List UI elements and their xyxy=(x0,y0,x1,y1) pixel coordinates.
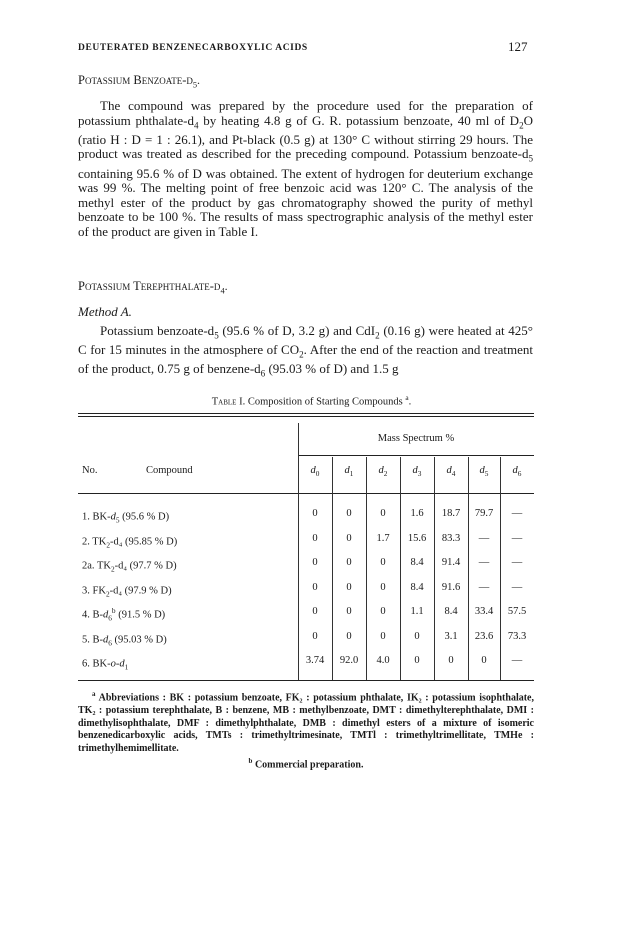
column-rule xyxy=(366,457,367,680)
subscript: 4 xyxy=(193,120,199,131)
table-cell: 0 xyxy=(481,655,487,666)
table-cell: 1.1 xyxy=(410,606,424,617)
col-header-base: d xyxy=(378,465,384,476)
table-cell: 0 xyxy=(380,508,386,519)
table-cell: — xyxy=(511,557,523,568)
col-header-no: No. xyxy=(82,465,98,476)
table-cell: — xyxy=(511,655,523,666)
table-cell: 92.0 xyxy=(339,655,359,666)
row-label-part: 3. FK xyxy=(82,585,106,596)
table-cell: 0 xyxy=(312,606,318,617)
table-cell: 33.4 xyxy=(474,606,494,617)
row-label-part: 6. BK- xyxy=(82,658,111,670)
text-run: O (ratio H : D = 1 : 26.1), and Pt-black (0.5 g) at 130° C without stirring 29 hours. The product was treated as described for the preceding compound. Potassium benzoate-d xyxy=(78,112,534,162)
col-header-compound: Compound xyxy=(146,465,193,476)
table-cell: 0 xyxy=(312,508,318,519)
table-row-label xyxy=(82,508,169,525)
table-cell: — xyxy=(511,581,523,593)
row-label-part: 5 xyxy=(115,515,120,525)
subscript: 6 xyxy=(260,368,266,379)
paragraph-method-a xyxy=(78,324,533,382)
header-bottom-rule xyxy=(78,493,534,494)
row-label-part: -d₄ (97.9 % D) xyxy=(109,585,172,596)
row-label-part: d xyxy=(103,634,109,645)
row-label-part: (95.03 % D) xyxy=(111,634,167,645)
table-top-rule xyxy=(78,413,534,414)
col-header-d0 xyxy=(298,465,332,478)
col-header-sub: 4 xyxy=(451,469,456,479)
col-header-sub: 5 xyxy=(484,469,489,479)
row-label-part: d xyxy=(103,609,109,621)
row-label-part: 2 xyxy=(110,564,115,574)
table-cell: 83.3 xyxy=(441,532,461,544)
table-cell: 79.7 xyxy=(474,508,494,519)
col-header-base: d xyxy=(479,465,485,476)
text-run: by heating 4.8 g of G. R. potassium benzoate, 40 ml of D xyxy=(198,112,520,128)
section-heading-potassium-benzoate xyxy=(78,73,200,89)
footnote-b-mark: b xyxy=(248,757,253,766)
row-label-part: 6 xyxy=(108,613,112,623)
footnote-a-text: Abbreviations : BK : potassium benzoate, FK₂ : potassium phthalate, IK₂ : potassium isophthalate, TK₂ : potassium terephthalate, B : benzene, MB : methylbenzoate, DMT : dimethylterephthalate, DMI : dimethylisophthalate, DMF : dimethylphthalate, DMB : dimethyl esters of a mixture of isomeric benzenedicarboxylic acids, TMTs : trimethyltrimesinate, TMTl : trimethyltrimellitate, TMHe : trimethylhemimellitate. xyxy=(78,692,534,754)
table-cell: — xyxy=(478,557,490,568)
table-cell: — xyxy=(478,581,490,593)
col-header-sub: 6 xyxy=(517,469,522,479)
col-header-d3 xyxy=(400,465,434,478)
composition-table xyxy=(78,413,534,681)
col-header-base: d xyxy=(446,465,452,476)
row-label-part: 2 xyxy=(106,540,110,550)
col-header-sub: 1 xyxy=(349,469,354,479)
table-cell: 73.3 xyxy=(507,630,527,642)
column-rule xyxy=(500,457,501,680)
subscript: 5 xyxy=(214,330,219,341)
caption-end: . xyxy=(408,396,412,408)
text-run: Potassium benzoate-d xyxy=(100,323,215,338)
row-label-part: 2. TK xyxy=(82,536,107,547)
table-top-rule-2 xyxy=(78,416,534,417)
text-run: (0.16 g) were heated at 425° C for 15 minutes in the atmosphere of CO xyxy=(78,323,533,358)
column-rule xyxy=(434,457,435,680)
subscript: 2 xyxy=(375,330,380,341)
col-header-d4 xyxy=(434,465,468,478)
table-cell: — xyxy=(478,532,490,544)
table-cell: 57.5 xyxy=(507,606,527,617)
col-header-sub: 2 xyxy=(383,469,388,479)
table-cell: 0 xyxy=(346,557,352,568)
text-run: containing 95.6 % of D was obtained. The extent of hydrogen for deuterium exchange was 99 %. The melting point of free benzoic acid was 120° C. The analysis of the methyl ester of the product by gas chromatography showed the purity of methyl benzoate to be 100 %. The results of mass spectrographic analysis of the methyl ester of the product are given in Table I. xyxy=(78,165,533,239)
caption-footnote-mark: a xyxy=(405,393,409,402)
table-cell: 0 xyxy=(380,581,386,593)
row-label-part: (91.5 % D) xyxy=(115,609,166,621)
subscript: 2 xyxy=(299,349,304,360)
heading-end: . xyxy=(197,73,201,87)
row-label-part: -d₄ (97.7 % D) xyxy=(114,560,177,572)
table-cell: 1.6 xyxy=(410,508,424,519)
table-cell: 0 xyxy=(448,655,454,666)
table-footnotes xyxy=(78,688,534,772)
table-cell: 0 xyxy=(414,630,420,642)
table-cell: 0 xyxy=(380,557,386,568)
method-label: Method A. xyxy=(78,304,132,319)
col-header-d5 xyxy=(468,465,500,478)
heading-end: . xyxy=(224,279,228,293)
subscript: 5 xyxy=(528,153,533,164)
table-cell: 0 xyxy=(312,557,318,568)
heading-subscript: 4 xyxy=(220,286,225,296)
footnote-a-mark: a xyxy=(92,690,96,698)
text-run: (95.6 % of D, 3.2 g) and CdI xyxy=(218,323,376,338)
row-label-part: -d₄ (95.85 % D) xyxy=(109,536,178,547)
table-cell: 3.74 xyxy=(305,655,325,666)
col-header-sub: 0 xyxy=(315,469,320,479)
table-row-label xyxy=(82,582,172,599)
text-run: (95.03 % of D) and 1.5 g xyxy=(265,361,399,377)
heading-text: Potassium Terephthalate-d xyxy=(78,279,221,293)
table-row-label xyxy=(82,606,165,623)
table-cell: 0 xyxy=(380,606,386,617)
table-cell: 8.4 xyxy=(444,606,458,617)
row-label-part: o-d xyxy=(110,658,125,670)
table-cell: 0 xyxy=(346,532,352,544)
text-run: The compound was prepared by the procedure used for the preparation of potassium phthalate-d xyxy=(78,98,533,128)
table-cell: 0 xyxy=(346,630,352,642)
group-header-mass-spectrum: Mass Spectrum % xyxy=(377,433,455,444)
row-label-part: 5. B- xyxy=(82,634,103,645)
table-cell: 1.7 xyxy=(376,532,390,544)
row-label-part: 1 xyxy=(124,662,129,672)
col-header-base: d xyxy=(310,465,316,476)
col-header-base: d xyxy=(412,465,418,476)
table-cell: 8.4 xyxy=(410,557,424,568)
col-header-d2 xyxy=(366,465,400,478)
table-row-label xyxy=(82,533,177,550)
table-cell: 91.4 xyxy=(441,557,461,568)
col-header-d1 xyxy=(332,465,366,478)
table-cell: 0 xyxy=(312,532,318,544)
row-label-part: d xyxy=(110,511,116,523)
table-cell: — xyxy=(511,508,523,519)
table-cell: 3.1 xyxy=(444,630,458,642)
table-bottom-rule xyxy=(78,680,534,681)
table-cell: 0 xyxy=(346,606,352,617)
column-rule xyxy=(332,457,333,680)
table-row-label xyxy=(82,631,167,648)
caption-text: I. Composition of Starting Compounds xyxy=(236,396,406,408)
row-label-part: 2 xyxy=(105,589,110,599)
text-run: . After the end of the reaction and treatment of the product, 0.75 g of benzene-d xyxy=(78,342,533,377)
table-cell: 23.6 xyxy=(474,630,494,642)
row-label-part: 2a. TK xyxy=(82,560,111,572)
table-row-label xyxy=(82,655,128,672)
footnote-b-text: Commercial preparation. xyxy=(252,759,364,771)
column-rule xyxy=(298,423,299,680)
table-cell: 0 xyxy=(312,581,318,593)
col-header-base: d xyxy=(344,465,350,476)
column-rule xyxy=(468,457,469,680)
column-rule xyxy=(400,457,401,680)
table-cell: 4.0 xyxy=(376,655,390,666)
table-cell: 0 xyxy=(346,508,352,519)
heading-subscript: 5 xyxy=(192,80,198,90)
heading-text: Potassium Benzoate-d xyxy=(78,73,193,87)
table-cell: 0 xyxy=(346,581,352,593)
table-cell: 0 xyxy=(312,630,318,642)
col-header-d6 xyxy=(500,465,534,478)
row-label-part: 4. B- xyxy=(82,609,103,621)
table-caption xyxy=(0,393,623,408)
row-label-part: b xyxy=(111,606,116,615)
col-header-base: d xyxy=(512,465,518,476)
table-cell: 0 xyxy=(414,655,420,666)
page-number: 127 xyxy=(508,39,528,54)
table-row-label xyxy=(82,557,177,574)
col-header-sub: 3 xyxy=(417,469,422,479)
table-cell: — xyxy=(511,532,523,544)
running-header-title: DEUTERATED BENZENECARBOXYLIC ACIDS xyxy=(78,43,308,53)
row-label-part: 1. BK- xyxy=(82,511,111,523)
row-label-part: 6 xyxy=(108,638,112,648)
table-cell: 15.6 xyxy=(407,532,427,544)
table-cell: 8.4 xyxy=(410,581,424,593)
table-cell: 0 xyxy=(380,630,386,642)
caption-prefix: Table xyxy=(211,396,237,408)
group-header-rule xyxy=(298,455,534,456)
subscript: 2 xyxy=(519,120,524,131)
section-heading-potassium-terephthalate xyxy=(78,279,228,295)
row-label-part: (95.6 % D) xyxy=(119,511,170,523)
table-cell: 18.7 xyxy=(441,508,461,519)
paragraph-benzoate-preparation xyxy=(78,99,533,240)
table-cell: 91.6 xyxy=(441,581,461,593)
